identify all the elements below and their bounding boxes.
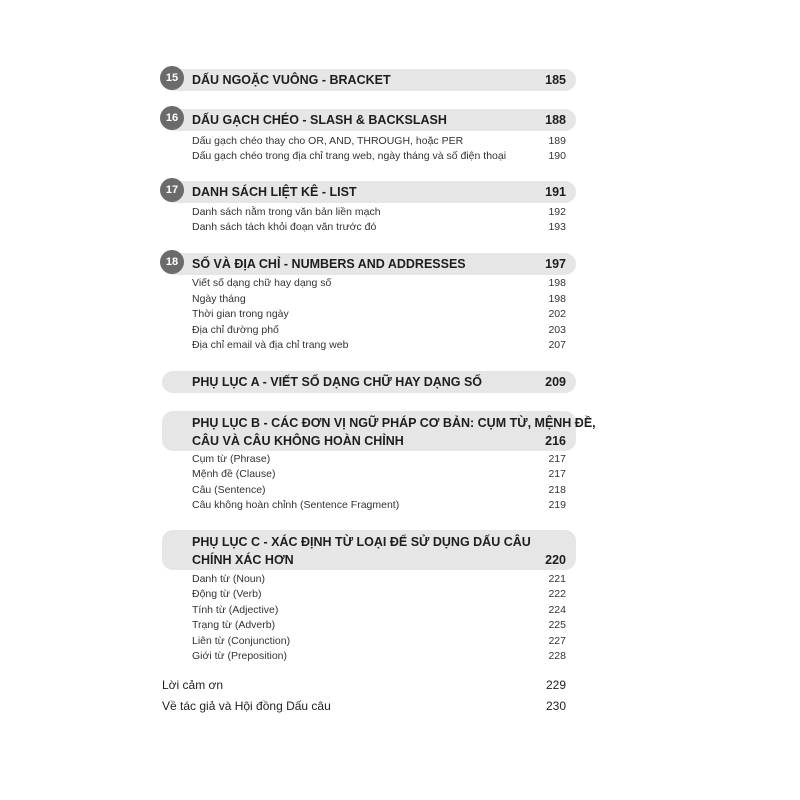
entry-title: Danh sách tách khỏi đoạn văn trước đó <box>192 221 377 233</box>
toc-entry <box>192 499 566 514</box>
entry-page: 192 <box>548 206 566 218</box>
entry-page: 198 <box>548 277 566 289</box>
appendix-b-bar <box>162 411 596 451</box>
toc-entry <box>192 293 566 308</box>
entry-title: Câu không hoàn chỉnh (Sentence Fragment) <box>192 499 400 511</box>
entry-page: 203 <box>548 324 566 336</box>
entry-title: Danh sách nằm trong văn bản liền mạch <box>192 206 381 218</box>
toc-entry <box>192 604 566 619</box>
entry-page: 202 <box>548 308 566 320</box>
entry-title: Lời cảm ơn <box>162 678 224 692</box>
toc-entry <box>192 484 566 499</box>
entry-page: 224 <box>548 604 566 616</box>
chapter-title: DẤU GẠCH CHÉO - SLASH & BACKSLASH <box>192 113 447 127</box>
entry-title: Tính từ (Adjective) <box>192 604 279 616</box>
entry-title: Danh từ (Noun) <box>192 573 265 585</box>
chapter-page: 197 <box>545 257 566 271</box>
chapter-16-bar <box>162 109 576 131</box>
chapter-15-bar <box>162 69 576 91</box>
entry-page: 229 <box>545 678 566 692</box>
entry-title: Động từ (Verb) <box>192 588 262 600</box>
appendix-title-line2: CHÍNH XÁC HƠN <box>192 553 294 567</box>
toc-entry <box>192 453 566 468</box>
toc-entry <box>192 150 566 165</box>
entry-page: 217 <box>548 453 566 465</box>
appendix-page: 220 <box>545 553 566 567</box>
entry-title: Ngày tháng <box>192 293 246 305</box>
chapter-18-bar <box>162 253 576 275</box>
chapter-17-bar <box>162 181 576 203</box>
toc-entry <box>192 619 566 634</box>
back-matter-entry <box>162 699 566 717</box>
entry-title: Về tác giả và Hội đồng Dấu câu <box>162 699 331 713</box>
entry-page: 219 <box>548 499 566 511</box>
chapter-title: SỐ VÀ ĐỊA CHỈ - NUMBERS AND ADDRESSES <box>192 257 466 271</box>
entry-title: Trạng từ (Adverb) <box>192 619 276 631</box>
entry-title: Thời gian trong ngày <box>192 308 289 320</box>
toc-entry <box>192 135 566 150</box>
entry-title: Liên từ (Conjunction) <box>192 635 291 647</box>
entry-page: 228 <box>548 650 566 662</box>
toc-entry <box>192 650 566 665</box>
chapter-page: 191 <box>545 185 566 199</box>
toc-entry <box>192 339 566 354</box>
toc-entry <box>192 277 566 292</box>
entry-title: Viết số dạng chữ hay dạng số <box>192 277 332 289</box>
entry-page: 190 <box>548 150 566 162</box>
appendix-c-bar <box>162 530 576 570</box>
toc-entry <box>192 635 566 650</box>
chapter-page: 188 <box>545 113 566 127</box>
entry-page: 218 <box>548 484 566 496</box>
entry-page: 227 <box>548 635 566 647</box>
toc-entry <box>192 324 566 339</box>
appendix-page: 216 <box>545 434 566 448</box>
entry-title: Mệnh đề (Clause) <box>192 468 276 480</box>
toc-entry <box>192 588 566 603</box>
chapter-page: 185 <box>545 73 566 87</box>
chapter-title: DANH SÁCH LIỆT KÊ - LIST <box>192 185 357 199</box>
entry-page: 225 <box>548 619 566 631</box>
entry-page: 207 <box>548 339 566 351</box>
chapter-number-badge: 16 <box>160 106 184 130</box>
toc-entry <box>192 468 566 483</box>
entry-title: Dấu gạch chéo thay cho OR, AND, THROUGH, hoặc PER <box>192 135 464 147</box>
entry-title: Câu (Sentence) <box>192 484 266 496</box>
entry-title: Địa chỉ đường phố <box>192 324 279 336</box>
toc-entry <box>192 221 566 236</box>
toc-entry <box>192 206 566 221</box>
appendix-a-bar <box>162 371 576 393</box>
chapter-title: DẤU NGOẶC VUÔNG - BRACKET <box>192 73 391 87</box>
chapter-number-badge: 15 <box>160 66 184 90</box>
entry-title: Cụm từ (Phrase) <box>192 453 271 465</box>
chapter-number-badge: 17 <box>160 178 184 202</box>
entry-page: 222 <box>548 588 566 600</box>
appendix-title-line1: PHỤ LỤC C - XÁC ĐỊNH TỪ LOẠI ĐỂ SỬ DỤNG DẤU CÂU <box>192 535 531 549</box>
entry-title: Địa chỉ email và địa chỉ trang web <box>192 339 349 351</box>
appendix-page: 209 <box>545 375 566 389</box>
entry-page: 198 <box>548 293 566 305</box>
toc-entry <box>192 308 566 323</box>
entry-page: 221 <box>548 573 566 585</box>
entry-page: 230 <box>545 699 566 713</box>
entry-title: Giới từ (Preposition) <box>192 650 288 662</box>
entry-page: 193 <box>548 221 566 233</box>
entry-page: 189 <box>548 135 566 147</box>
toc-entry <box>192 573 566 588</box>
appendix-title: PHỤ LỤC A - VIẾT SỐ DẠNG CHỮ HAY DẠNG SỐ <box>192 375 483 389</box>
chapter-number-badge: 18 <box>160 250 184 274</box>
appendix-title-line1: PHỤ LỤC B - CÁC ĐƠN VỊ NGỮ PHÁP CƠ BẢN: CỤM TỪ, MỆNH ĐỀ, <box>192 416 596 430</box>
appendix-title-line2: CÂU VÀ CÂU KHÔNG HOÀN CHỈNH <box>192 434 404 448</box>
entry-title: Dấu gạch chéo trong địa chỉ trang web, ngày tháng và số điện thoại <box>192 150 507 162</box>
entry-page: 217 <box>548 468 566 480</box>
back-matter-entry <box>162 678 566 696</box>
